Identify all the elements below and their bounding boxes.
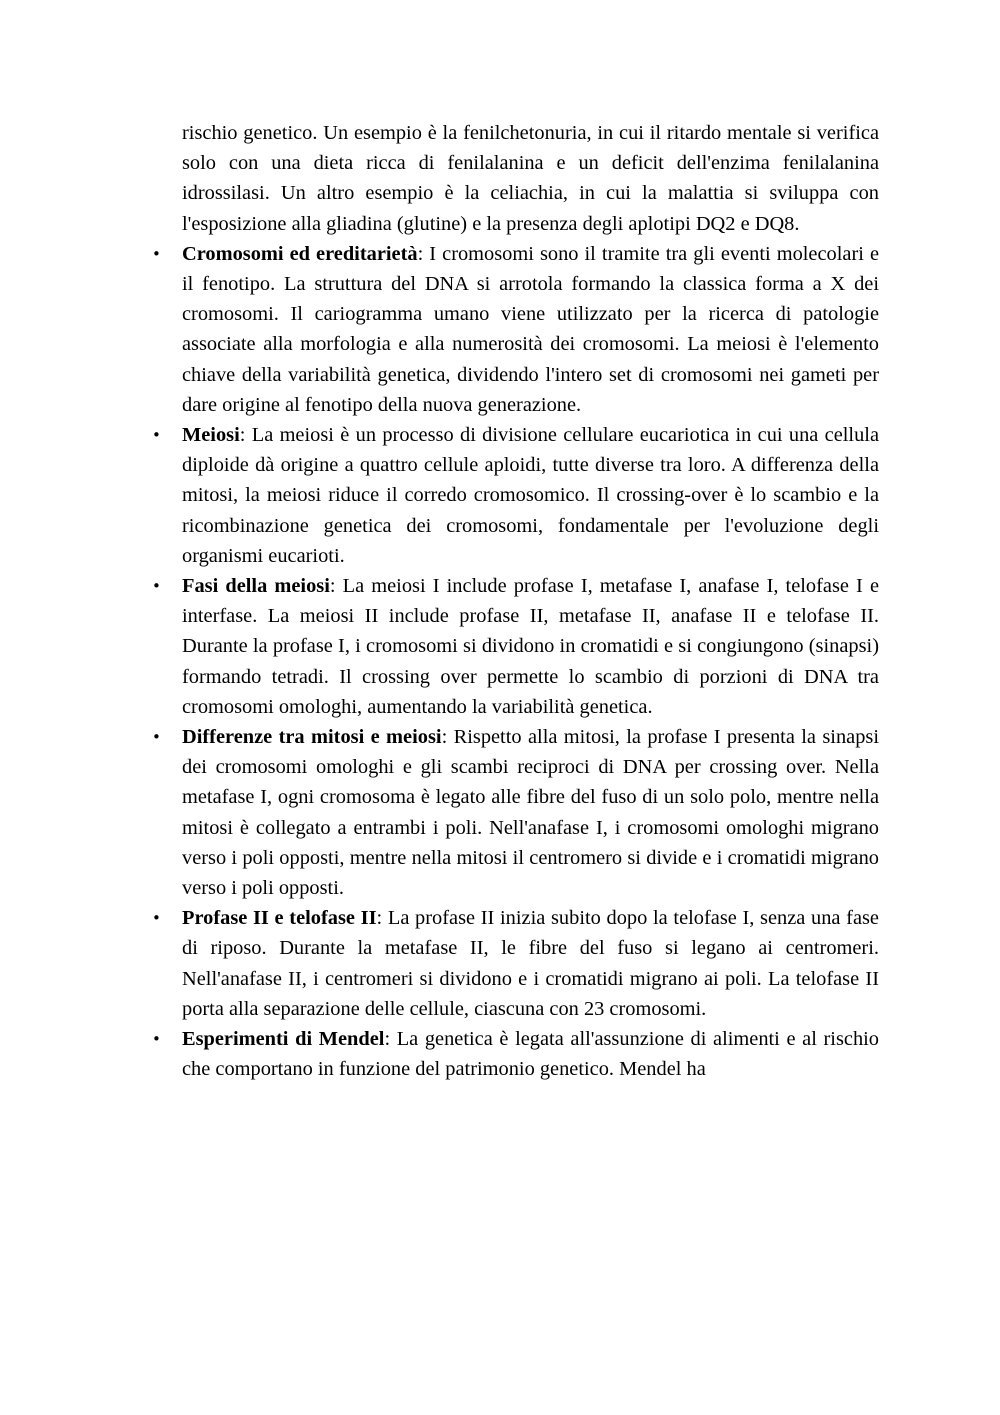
item-text: : La meiosi I include profase I, metafase I, anafase I, telofase I e interfase. La meiosi II include profase II, metafase II, anafase II e telofase II. Durante la profase I, i cromosomi si dividono in cromatidi e si congiungono (sinapsi) formando tetradi. Il crossing over permette lo scambio di porzioni di DNA tra cromosomi omologhi, aumentando la variabilità genetica. [182,575,879,718]
item-term: Differenze tra mitosi e meiosi [182,726,442,749]
bullet-icon: • [152,1030,161,1049]
item-term: Profase II e telofase II [182,907,377,930]
bullet-icon: • [152,244,161,263]
bullet-icon: • [152,909,161,928]
item-term: Esperimenti di Mendel [182,1028,385,1051]
item-text: : La genetica è legata all'assunzione di alimenti e al rischio che comportano in funzione del patrimonio genetico. Mendel ha [182,1028,879,1081]
bullet-icon: • [152,577,161,596]
item-term: Cromosomi ed ereditarietà [182,242,418,265]
document-body [152,118,879,1085]
item-text: : La meiosi è un processo di divisione cellulare eucariotica in cui una cellula diploide dà origine a quattro cellule aploidi, tutte diverse tra loro. A differenza della mitosi, la meiosi riduce il corredo cromosomico. Il crossing-over è lo scambio e la ricombinazione genetica dei cromosomi, fondamentale per l'evoluzione degli organismi eucarioti. [182,424,879,567]
list-item [152,420,879,571]
item-term: Fasi della meiosi [182,575,330,598]
item-term: Meiosi [182,424,240,447]
list-item [152,1024,879,1084]
item-text: : Rispetto alla mitosi, la profase I presenta la sinapsi dei cromosomi omologhi e gli scambi reciproci di DNA per crossing over. Nella metafase I, ogni cromosoma è legato alle fibre del fuso di un solo polo, mentre nella mitosi è collegato a entrambi i poli. Nell'anafase I, i cromosomi omologhi migrano verso i poli opposti, mentre nella mitosi il centromero si divide e i cromatidi migrano verso i poli opposti. [182,726,879,900]
list-item [152,571,879,722]
item-text: : I cromosomi sono il tramite tra gli eventi molecolari e il fenotipo. La struttura del DNA si arrotola formando la classica forma a X dei cromosomi. Il cariogramma umano viene utilizzato per la ricerca di patologie associate alla morfologia e alla numerosità dei cromosomi. La meiosi è l'elemento chiave della variabilità genetica, dividendo l'intero set di cromosomi nei gameti per dare origine al fenotipo della nuova generazione. [182,242,879,416]
bullet-list [152,239,879,1085]
bullet-icon: • [152,728,161,747]
intro-paragraph: rischio genetico. Un esempio è la fenilchetonuria, in cui il ritardo mentale si verifica solo con una dieta ricca di fenilalanina e un deficit dell'enzima fenilalanina idrossilasi. Un altro esempio è la celiachia, in cui la malattia si sviluppa con l'esposizione alla gliadina (glutine) e la presenza degli aplotipi DQ2 e DQ8. [182,122,879,235]
bullet-icon: • [152,426,161,445]
item-text: : La profase II inizia subito dopo la telofase I, senza una fase di riposo. Durante la metafase II, le fibre del fuso si legano ai centromeri. Nell'anafase II, i centromeri si dividono e i cromatidi migrano ai poli. La telofase II porta alla separazione delle cellule, ciascuna con 23 cromosomi. [182,907,879,1020]
list-item [152,722,879,903]
list-item [152,239,879,420]
list-item [152,903,879,1024]
